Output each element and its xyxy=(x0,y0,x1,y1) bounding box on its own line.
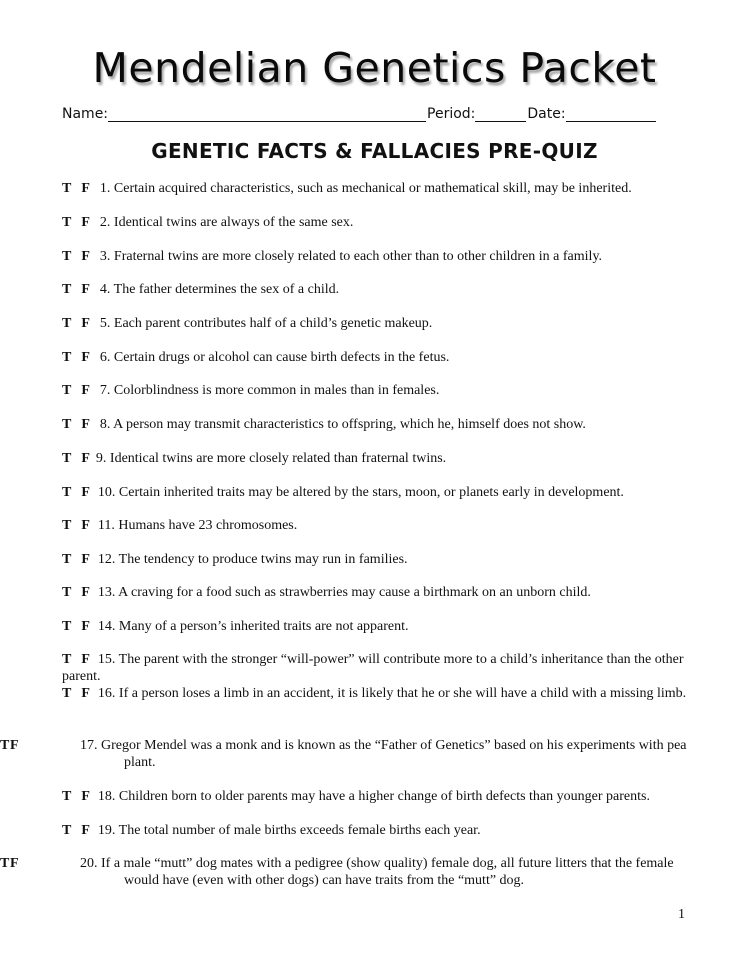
question-item xyxy=(62,349,688,366)
question-text: A person may transmit characteristics to offspring, which he, himself does not show. xyxy=(113,417,586,432)
question-number: 13. xyxy=(97,585,116,600)
question-number: 20. xyxy=(80,856,98,871)
question-text: Certain acquired characteristics, such as mechanical or mathematical skill, may be inherited. xyxy=(113,181,632,196)
question-item xyxy=(62,517,688,534)
question-number: 10. xyxy=(97,485,116,500)
false-option[interactable]: F xyxy=(81,619,90,634)
false-option[interactable]: F xyxy=(81,215,90,230)
question-text: Humans have 23 chromosomes. xyxy=(118,518,298,533)
question-item xyxy=(62,788,688,805)
question-item xyxy=(62,450,688,467)
true-option[interactable]: T xyxy=(62,585,72,600)
false-option[interactable]: F xyxy=(81,383,90,398)
question-number: 6. xyxy=(99,350,111,365)
false-option[interactable]: F xyxy=(81,485,90,500)
question-number: 15. xyxy=(97,652,116,667)
false-option[interactable]: F xyxy=(81,686,90,701)
question-item xyxy=(62,685,688,702)
question-item xyxy=(62,618,688,635)
question-number: 5. xyxy=(99,316,111,331)
false-option[interactable]: F xyxy=(81,417,90,432)
question-item xyxy=(62,416,688,433)
true-option[interactable]: T xyxy=(62,652,72,667)
true-option[interactable]: T xyxy=(62,485,72,500)
question-number: 8. xyxy=(99,417,111,432)
question-number: 2. xyxy=(99,215,111,230)
question-number: 4. xyxy=(99,282,111,297)
question-number: 3. xyxy=(99,249,111,264)
question-text: Colorblindness is more common in males than in females. xyxy=(113,383,440,398)
period-label: Period: xyxy=(427,106,476,122)
question-item xyxy=(62,315,688,332)
page-title: Mendelian Genetics Packet xyxy=(92,44,657,92)
question-item: TF 17. Gregor Mendel was a monk and is known as the “Father of Genetics” based on his experiments with pea plant. xyxy=(0,738,687,770)
question-item: TF 20. If a male “mutt” dog mates with a pedigree (show quality) female dog, all future litters that the female would have (even with other dogs) can have traits from the “mutt” dog. xyxy=(0,856,674,888)
question-number: 11. xyxy=(97,518,115,533)
question-text: Identical twins are more closely related than fraternal twins. xyxy=(109,451,447,466)
question-text: Each parent contributes half of a child’s genetic makeup. xyxy=(113,316,433,331)
question-text: A craving for a food such as strawberries may cause a birthmark on an unborn child. xyxy=(118,585,591,600)
true-option[interactable]: T xyxy=(62,181,72,196)
question-number: 18. xyxy=(97,789,116,804)
false-option[interactable]: F xyxy=(81,316,90,331)
question-text: Children born to older parents may have a higher change of birth defects than younger parents. xyxy=(118,789,650,804)
date-field[interactable] xyxy=(566,107,656,122)
true-option[interactable]: T xyxy=(62,686,72,701)
question-item xyxy=(62,584,688,601)
false-option[interactable]: F xyxy=(81,552,90,567)
true-option[interactable]: T xyxy=(62,619,72,634)
name-field[interactable] xyxy=(108,107,426,122)
name-label: Name: xyxy=(62,106,109,122)
question-item xyxy=(62,382,688,399)
question-text: Certain drugs or alcohol can cause birth defects in the fetus. xyxy=(113,350,450,365)
question-item xyxy=(62,551,688,568)
question-text: The parent with the stronger “will-power” will contribute more to a child’s inheritance than the other parent. xyxy=(62,652,684,684)
true-option[interactable]: T xyxy=(62,789,72,804)
date-label: Date: xyxy=(527,106,566,122)
true-option[interactable]: T xyxy=(62,249,72,264)
question-number: 7. xyxy=(99,383,111,398)
question-text: If a person loses a limb in an accident, it is likely that he or she will have a child with a missing limb. xyxy=(118,686,687,701)
question-number: 1. xyxy=(99,181,111,196)
question-text: Many of a person’s inherited traits are not apparent. xyxy=(118,619,409,634)
question-item xyxy=(62,248,688,265)
true-option[interactable]: T xyxy=(62,518,72,533)
question-number: 14. xyxy=(97,619,116,634)
question-text: The father determines the sex of a child. xyxy=(113,282,340,297)
question-number: 9. xyxy=(95,451,107,466)
false-option[interactable]: F xyxy=(81,652,90,667)
false-option[interactable]: F xyxy=(81,585,90,600)
question-text: The total number of male births exceeds female births each year. xyxy=(118,823,481,838)
question-item xyxy=(62,281,688,298)
false-option[interactable]: F xyxy=(81,350,90,365)
true-option[interactable]: T xyxy=(62,215,72,230)
false-option[interactable]: F xyxy=(81,249,90,264)
false-option[interactable]: F xyxy=(81,518,90,533)
question-text: Identical twins are always of the same sex. xyxy=(113,215,354,230)
page-number: 1 xyxy=(678,907,685,922)
true-option[interactable]: T xyxy=(62,350,72,365)
true-option[interactable]: T xyxy=(62,552,72,567)
question-text: The tendency to produce twins may run in families. xyxy=(118,552,408,567)
true-option[interactable]: T xyxy=(62,823,72,838)
period-field[interactable] xyxy=(475,107,526,122)
false-option[interactable]: F xyxy=(81,823,90,838)
question-number: 12. xyxy=(97,552,116,567)
question-number: 19. xyxy=(97,823,116,838)
question-item xyxy=(62,180,688,197)
true-option[interactable]: T xyxy=(62,282,72,297)
student-info-line xyxy=(62,106,662,122)
question-number: 17. xyxy=(80,738,98,753)
question-text: If a male “mutt” dog mates with a pedigree (show quality) female dog, all future litters that the female would have (even with other dogs) can have traits from the “mutt” dog. xyxy=(101,856,674,888)
quiz-heading: GENETIC FACTS & FALLACIES PRE-QUIZ xyxy=(151,139,598,163)
true-option[interactable]: T xyxy=(62,451,72,466)
question-number: 16. xyxy=(97,686,116,701)
question-item xyxy=(62,484,688,501)
question-item xyxy=(62,822,688,839)
question-text: Certain inherited traits may be altered by the stars, moon, or planets early in development. xyxy=(118,485,624,500)
question-item xyxy=(62,651,688,685)
true-option[interactable]: T xyxy=(62,383,72,398)
true-option[interactable]: T xyxy=(62,417,72,432)
false-option[interactable]: F xyxy=(81,282,90,297)
true-option[interactable]: T xyxy=(62,316,72,331)
false-option[interactable]: F xyxy=(81,451,90,466)
false-option[interactable]: F xyxy=(81,789,90,804)
question-text: Fraternal twins are more closely related to each other than to other children in a family. xyxy=(113,249,603,264)
false-option[interactable]: F xyxy=(81,181,90,196)
question-item xyxy=(62,214,688,231)
question-text: Gregor Mendel was a monk and is known as the “Father of Genetics” based on his experiments with pea plant. xyxy=(101,738,687,770)
